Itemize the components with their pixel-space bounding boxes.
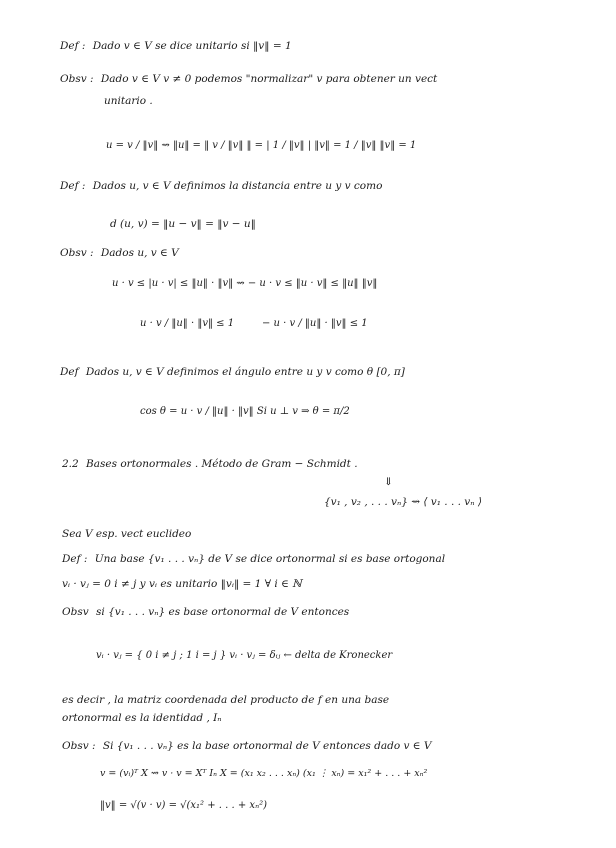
observation-normalizar-cont	[104, 95, 153, 108]
observation-dados	[60, 247, 179, 260]
equation-dot-product	[100, 768, 427, 779]
definition-angulo	[60, 366, 405, 379]
equation-kronecker	[96, 650, 392, 662]
line-text: Dado v ∈ V v ≠ 0 podemos "normalizar" v para obtener un vect	[100, 73, 438, 85]
equation-cauchy-schwarz	[112, 278, 377, 290]
equation-text: d (u, v) = ‖u − v‖ = ‖v − u‖	[110, 218, 256, 230]
equation-text: cos θ = u · v / ‖u‖ · ‖v‖ Si u ⊥ v ⇒ θ = π/2	[140, 406, 350, 417]
line-text: Dados u, v ∈ V definimos la distancia entre u y v como	[92, 180, 383, 192]
observation-normalizar	[60, 73, 437, 86]
section-title: Bases ortonormales . Método de Gram − Schmidt .	[86, 458, 358, 470]
line-text: Dado v ∈ V se dice unitario si ‖v‖ = 1	[92, 40, 292, 52]
line-text: ortonormal es la identidad , Iₙ	[62, 712, 222, 724]
line-label: Obsv	[62, 606, 89, 618]
equation-norm	[100, 800, 267, 812]
line-text: Si {v₁ . . . vₙ} es la base ortonormal de V entonces dado v ∈ V	[102, 740, 432, 752]
equation-distance	[110, 218, 256, 231]
definition-unitario	[60, 40, 292, 53]
line-label: Def	[60, 366, 79, 378]
definition-ortonormal	[62, 553, 445, 566]
definition-distancia	[60, 180, 382, 193]
line-label: Obsv :	[60, 73, 94, 85]
span-notation	[324, 496, 482, 509]
equation-ratio-bound	[140, 318, 234, 330]
equation-ratio-bound-neg	[262, 318, 368, 330]
line-text: Dados u, v ∈ V definimos el ángulo entre u y v como θ [0, π]	[85, 366, 405, 378]
observation-coordenadas	[62, 740, 432, 753]
observation-base-ortonormal	[62, 606, 349, 619]
line-text: Sea V esp. vect euclideo	[62, 528, 192, 540]
equation-text: vᵢ · vⱼ = { 0 i ≠ j ; 1 i = j } vᵢ · vⱼ = δᵢⱼ ← delta de Kronecker	[96, 650, 393, 661]
equation-norm-unit	[106, 140, 416, 152]
explanation-line	[62, 694, 389, 707]
line-label: Obsv :	[60, 247, 94, 259]
line-text: Dados u, v ∈ V	[100, 247, 179, 259]
equation-text: u · v / ‖u‖ · ‖v‖ ≤ 1	[140, 318, 235, 329]
line-label: Def :	[60, 40, 86, 52]
equation-text: u = v / ‖v‖ ⇝ ‖u‖ = ‖ v / ‖v‖ ‖ = | 1 / ‖v‖ | ‖v‖ = 1 / ‖v‖ ‖v‖ = 1	[106, 140, 417, 151]
line-label: Obsv :	[62, 740, 96, 752]
line-text: Una base {v₁ . . . vₙ} de V se dice ortonormal si es base ortogonal	[94, 553, 446, 565]
line-label: Def :	[62, 553, 88, 565]
equation-text: v = (vᵢ)ᵀ X ⇝ v · v = Xᵀ Iₙ X = (x₁ x₂ . . . xₙ) (x₁ ⋮ xₙ) = x₁² + . . . + xₙ²	[100, 768, 428, 779]
line-text: es decir , la matriz coordenada del producto de f en una base	[62, 694, 390, 706]
line-text: si {v₁ . . . vₙ} es base ortonormal de V entonces	[96, 606, 350, 618]
span-text: {v₁ , v₂ , . . . vₙ} ⇝ ⟨ v₁ . . . vₙ ⟩	[324, 496, 482, 508]
equation-text: − u · v / ‖u‖ · ‖v‖ ≤ 1	[262, 318, 368, 329]
equation-cosine	[140, 406, 350, 418]
equation-text: ‖v‖ = √(v · v) = √(x₁² + . . . + xₙ²)	[100, 800, 268, 811]
arrow-text: ⇓	[384, 476, 393, 488]
line-text: vᵢ · vⱼ = 0 i ≠ j y vᵢ es unitario ‖vᵢ‖ = 1 ∀ i ∈ ℕ	[62, 578, 302, 590]
implies-arrow	[384, 476, 393, 489]
line-text: unitario .	[104, 95, 153, 107]
explanation-line-cont	[62, 712, 222, 725]
equation-text: u · v ≤ |u · v| ≤ ‖u‖ · ‖v‖ ⇝ − u · v ≤ ‖u · v‖ ≤ ‖u‖ ‖v‖	[112, 278, 378, 289]
section-number: 2.2	[62, 458, 79, 470]
context-sentence	[62, 528, 191, 541]
section-heading	[62, 458, 358, 471]
line-label: Def :	[60, 180, 86, 192]
definition-ortonormal-cont	[62, 578, 302, 591]
